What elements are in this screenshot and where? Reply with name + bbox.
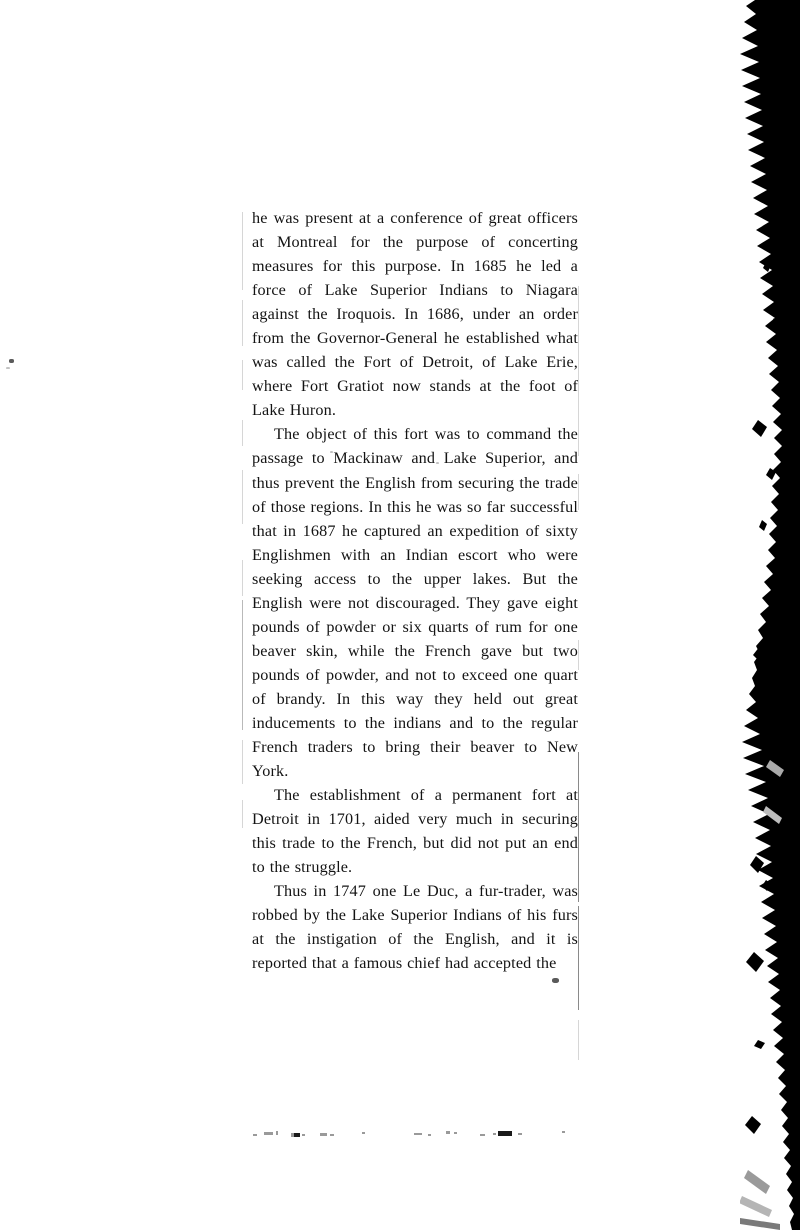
paragraph: he was present at a conference of great officers at Montreal for the purpose of concerting measures for this purpose. In 1685 he led a force of Lake Superior Indians to Niagara against the Iroquois. In 1686, under an order from the Governor-General he established what was called the Fort of Detroit, of Lake Erie, where Fort Gratiot now stands at the foot of Lake Huron.	[252, 209, 578, 420]
text-column	[252, 206, 578, 976]
page-edge-artifact	[740, 0, 800, 1230]
paragraph: Thus in 1747 one Le Duc, a fur-trader, was robbed by the Lake Superior Indians of his furs at the instigation of the English, and it is reported that a famous chief had accepted the	[252, 882, 578, 973]
column-rule-left	[242, 560, 243, 596]
column-rule-left	[242, 212, 243, 290]
column-rule-right	[578, 286, 579, 456]
paragraph: The object of this fort was to command the passage to Mackinaw and Lake Superior, and thus prevent the English from securing the trade of those regions. In this he was so far successful that in 1687 he captured an expedition of sixty Englishmen with an Indian escort who were seeking access to the upper lakes. But the English were not discouraged. They gave eight pounds of powder or six quarts of rum for one beaver skin, while the French gave but two pounds of powder, and not to exceed one quart of brandy. In this way they held out great inducements to the indians and to the regular French traders to bring their beaver to New York.	[252, 425, 578, 781]
column-rule-right	[578, 906, 579, 1010]
column-rule-left	[242, 420, 243, 446]
paragraph: The establishment of a permanent fort at Detroit in 1701, aided very much in securing this trade to the French, but did not put an end to the struggle.	[252, 786, 578, 877]
column-rule-left	[242, 360, 243, 390]
column-rule-left	[242, 470, 243, 524]
clipped-line-remnant	[250, 1128, 580, 1138]
column-rule-right	[578, 474, 579, 510]
column-rule-right	[578, 640, 579, 670]
column-rule-right	[578, 1020, 579, 1060]
scan-speck	[9, 359, 14, 363]
scan-speck	[6, 367, 10, 369]
column-rule-left	[242, 600, 243, 730]
scan-speck	[552, 978, 559, 983]
column-rule-left	[242, 300, 243, 346]
column-rule-left	[242, 740, 243, 784]
column-rule-left	[242, 800, 243, 828]
column-rule-right	[578, 752, 579, 902]
